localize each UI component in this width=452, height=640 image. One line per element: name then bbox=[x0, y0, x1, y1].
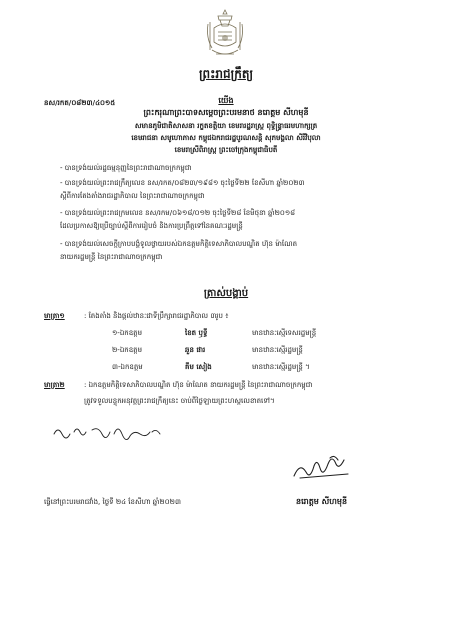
preamble-line: ស្តីពីការតែងតាំងរាជរដ្ឋាភិបាល នៃព្រះរាជាណាចក្រកម្ពុជា bbox=[60, 192, 205, 200]
appointee-number: ៣-ឯកឧត្តម bbox=[112, 363, 143, 371]
article-2-line: ត្រូវទទួលបន្ទុកអនុវត្តព្រះរាជក្រឹត្យនេះ ចាប់ពីថ្ងៃឡាយព្រះហស្តលេខាតទៅ។ bbox=[84, 397, 275, 405]
article-1-text: : តែងតាំង និងផ្តល់ឋានៈជាទីប្រឹក្សារាជរដ្ឋាភិបាល ៣រូប ៖ bbox=[84, 312, 229, 320]
preamble-line: - បានទ្រង់យល់ព្រះរាជក្រមលេខ នស/រកម/០៦១៨/០១២ ចុះថ្ងៃទី២៨ ខែមិថុនា ឆ្នាំ២០១៨ bbox=[60, 209, 296, 217]
place-date: ធ្វើនៅព្រះបរមរាជវាំង, ថ្ងៃទី ២៤ ខែសីហា ឆ្នាំ២០២៣ bbox=[44, 498, 181, 506]
royal-title-line-2: ខេមរាជនា សមូហោភាស កម្ពុជឯករាជរដ្ឋបូរណសន្តិ សុភមង្គលា សិរីវិបុលា bbox=[131, 134, 321, 142]
yoeung-heading: យើង bbox=[218, 96, 234, 105]
royal-signature bbox=[290, 452, 354, 482]
preamble-line: - បានទ្រង់យល់រដ្ឋធម្មនុញ្ញនៃព្រះរាជាណាចក្រកម្ពុជា bbox=[60, 164, 192, 172]
article-2-label: មាត្រា២ bbox=[44, 381, 65, 389]
preamble-line: នាយករដ្ឋមន្ត្រី នៃព្រះរាជាណាចក្រកម្ពុជា bbox=[60, 253, 163, 261]
article-2-line: : ឯកឧត្តមកិត្តិទេសាភិបាលបណ្ឌិត ហ៊ុន ម៉ាណែត នាយករដ្ឋមន្ត្រី នៃព្រះរាជាណាចក្រកម្ពុជា bbox=[84, 381, 313, 389]
decision-heading: ត្រាស់បង្គាប់ bbox=[203, 288, 249, 299]
signatory-name: នរោត្តម សីហមុនី bbox=[296, 497, 348, 506]
appointee-name: ឆួន ផារ bbox=[185, 346, 206, 354]
handwritten-notation bbox=[52, 422, 164, 442]
royal-coat-of-arms-icon bbox=[204, 8, 246, 60]
preamble-line: ដែលប្រកាសឱ្យប្រើច្បាប់ស្តីពីការរៀបចំ និងការប្រព្រឹត្តទៅនៃគណៈរដ្ឋមន្ត្រី bbox=[60, 222, 243, 230]
appointee-rank: មានឋានៈស្មើរដ្ឋមន្ត្រី bbox=[252, 346, 303, 354]
appointee-rank: មានឋានៈស្មើរដ្ឋមន្ត្រី ។ bbox=[252, 363, 310, 371]
preamble-line: - បានទ្រង់យល់ព្រះរាជក្រឹត្យលេខ នស/រកត/០៨២៣/១៩៨១ ចុះថ្ងៃទី២២ ខែសីហា ឆ្នាំ២០២៣ bbox=[60, 179, 305, 187]
royal-title-line-1: សមានភូមិជាតិសាសនា រក្ខតខត្តិយា ខេមរារដ្ឋរាស្ត្រ ពុទ្ធិន្ទ្រាធរមហាក្សត្រ bbox=[134, 122, 318, 130]
decree-title: ព្រះរាជក្រឹត្យ bbox=[198, 67, 254, 81]
appointee-number: ២-ឯកឧត្តម bbox=[112, 346, 143, 354]
appointee-name: ខៃត ឫទ្ធី bbox=[185, 329, 208, 337]
article-1-label: មាត្រា១ bbox=[44, 312, 65, 320]
reference-number: នស/រកត/០៨២៣/៤០១៥ bbox=[44, 99, 116, 107]
preamble-line: - បានទ្រង់យល់សេចក្តីក្រាបបង្គំទូលថ្វាយរបស់ឯកឧត្តមកិត្តិទេសាភិបាលបណ្ឌិត ហ៊ុន ម៉ាណែត bbox=[60, 240, 298, 248]
royal-title-line-3: ខេមរាស្រីពិរាស្ត្រ ព្រះចៅក្រុងកម្ពុជាធិបតី bbox=[174, 146, 278, 154]
king-line: ព្រះករុណាព្រះបាទសម្តេចព្រះបរមនាថ នរោត្តម សីហមុនី bbox=[143, 108, 309, 117]
appointee-number: ១-ឯកឧត្តម bbox=[112, 329, 143, 337]
appointee-rank: មានឋានៈស្មើទេសរដ្ឋមន្ត្រី bbox=[252, 329, 317, 337]
appointee-name: គីម សៀង bbox=[185, 363, 212, 371]
